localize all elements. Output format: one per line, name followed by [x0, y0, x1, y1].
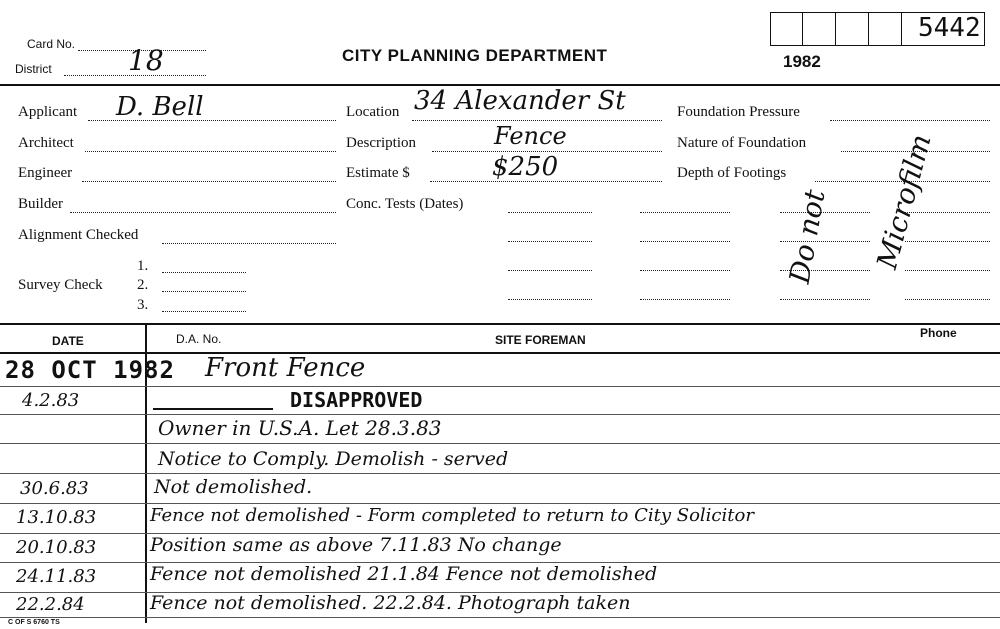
architect-label: Architect [18, 135, 74, 151]
right-line-2c [905, 241, 990, 242]
row-line [0, 443, 1000, 444]
alignment-label: Alignment Checked [18, 227, 139, 243]
form-code: C OF S 6760 TS [8, 619, 60, 626]
card-box-3 [835, 12, 869, 46]
location-value: 34 Alexander St [414, 86, 626, 116]
card-box-1 [770, 12, 803, 46]
location-label: Location [346, 104, 400, 120]
description-value: Fence [494, 122, 567, 150]
log-note: Not demolished. [154, 476, 313, 498]
year: 1982 [783, 52, 821, 71]
right-line-2a [640, 241, 730, 242]
struck-out-text [153, 392, 273, 410]
estimate-value: $250 [492, 152, 559, 182]
builder-label: Builder [18, 196, 63, 212]
log-top-rule [0, 323, 1000, 325]
conc-line-1 [508, 212, 592, 213]
applicant-value: D. Bell [116, 92, 204, 122]
log-date: 20.10.83 [16, 537, 97, 558]
survey-line-3 [162, 311, 246, 312]
card-number: 5442 [918, 13, 981, 43]
right-line-3a [640, 270, 730, 271]
log-date: 28 OCT 1982 [5, 356, 175, 384]
log-header-rule [0, 352, 1000, 354]
conc-line-2 [508, 241, 592, 242]
district-label: District [15, 62, 52, 76]
log-note: Owner in U.S.A. Let 28.3.83 [158, 416, 442, 440]
right-line-1a [640, 212, 730, 213]
survey-line-1 [162, 272, 246, 273]
row-line [0, 414, 1000, 415]
right-line-4a [640, 299, 730, 300]
annotation-do-not: Do not [782, 187, 832, 286]
log-date: 24.11.83 [16, 566, 97, 587]
depth-footings-label: Depth of Footings [677, 165, 787, 181]
engineer-line [82, 181, 336, 182]
foundation-pressure-line [830, 120, 990, 121]
right-line-3c [905, 270, 990, 271]
right-line-4b [780, 299, 870, 300]
log-note: Fence not demolished - Form completed to return to City Solicitor [150, 505, 754, 526]
district-value: 18 [128, 44, 164, 77]
row-line [0, 386, 1000, 387]
conc-line-4 [508, 299, 592, 300]
log-note: Fence not demolished 21.1.84 Fence not demolished [150, 563, 658, 585]
nature-foundation-label: Nature of Foundation [677, 135, 807, 151]
log-date: 13.10.83 [16, 507, 97, 528]
conc-tests-label: Conc. Tests (Dates) [346, 196, 464, 212]
annotation-microfilm: Microfilm [870, 130, 938, 273]
right-line-4c [905, 299, 990, 300]
log-date: 30.6.83 [20, 478, 89, 499]
card-no-label: Card No. [27, 37, 76, 51]
estimate-label: Estimate $ [346, 165, 410, 181]
survey-line-2 [162, 291, 246, 292]
survey-item-2: 2. [137, 277, 149, 293]
survey-item-1: 1. [137, 258, 149, 274]
col-header-site-foreman: SITE FOREMAN [495, 333, 586, 347]
description-label: Description [346, 135, 416, 151]
page-title: CITY PLANNING DEPARTMENT [342, 46, 608, 65]
location-line [412, 120, 662, 121]
row-line [0, 617, 1000, 618]
log-date: 4.2.83 [22, 390, 80, 411]
alignment-line [162, 243, 336, 244]
row-line [0, 503, 1000, 504]
survey-item-3: 3. [137, 297, 149, 313]
log-note: Notice to Comply. Demolish - served [158, 448, 509, 470]
log-date: 22.2.84 [16, 594, 85, 615]
builder-line [70, 212, 336, 213]
col-header-phone: Phone [920, 326, 957, 340]
log-note: Fence not demolished. 22.2.84. Photograph taken [150, 592, 631, 614]
card-box-4 [868, 12, 902, 46]
conc-line-3 [508, 270, 592, 271]
log-note: Front Fence [205, 353, 366, 383]
architect-line [85, 151, 336, 152]
card-box-2 [802, 12, 836, 46]
row-line [0, 473, 1000, 474]
disapproved-stamp: DISAPPROVED [290, 388, 423, 412]
foundation-pressure-label: Foundation Pressure [677, 104, 800, 120]
col-header-da-no: D.A. No. [176, 332, 222, 346]
col-header-date: DATE [52, 334, 84, 348]
engineer-label: Engineer [18, 165, 73, 181]
applicant-label: Applicant [18, 104, 78, 120]
survey-label: Survey Check [18, 277, 103, 293]
log-note: Position same as above 7.11.83 No change [150, 534, 562, 556]
